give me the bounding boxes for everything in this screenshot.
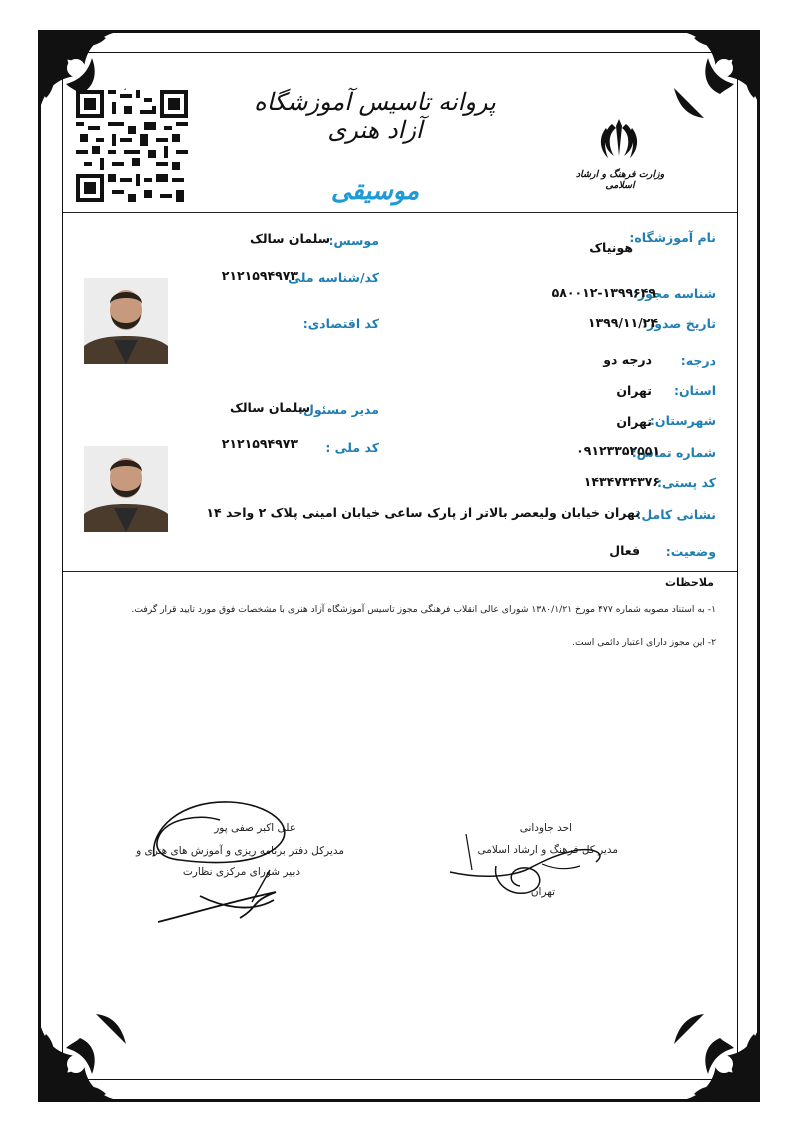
- right-signer-name: احد جاودانی: [519, 822, 572, 834]
- right-signature: [446, 826, 626, 906]
- founder-id-value: ۲۱۲۱۵۹۴۹۷۳: [221, 268, 298, 283]
- city-label: شهرستان:: [649, 413, 716, 428]
- school-name-value: هونیاک: [589, 240, 633, 255]
- manager-label: مدیر مسئول:: [297, 402, 379, 417]
- license-id-value: ۵۸۰۰۱۲-۱۳۹۹۶۴۹: [551, 285, 656, 300]
- founder-value: سلمان سالک: [250, 231, 330, 246]
- issue-date-label: تاریخ صدور:: [642, 316, 716, 331]
- school-name-label: نام آموزشگاه:: [629, 230, 716, 245]
- phone-value: ۰۹۱۲۳۳۵۲۵۵۱: [576, 443, 660, 458]
- header-divider: [63, 212, 737, 213]
- address-label: نشانی کامل:: [636, 507, 716, 522]
- manager-id-value: ۲۱۲۱۵۹۴۹۷۳: [221, 436, 298, 451]
- notes-divider: [63, 571, 737, 572]
- ministry-name: وزارت فرهنگ و ارشاد اسلامی: [575, 169, 665, 191]
- address-value: تهران خیابان ولیعصر بالاتر از پارک ساعی خیابان امینی پلاک ۲ واحد ۱۴: [206, 505, 640, 520]
- left-signer-title-1: مدیرکل دفتر برنامه ریزی و آموزش های هنری و: [136, 845, 344, 857]
- founder-label: موسس:: [328, 233, 379, 248]
- note-line-2: ۲- این مجوز دارای اعتبار دائمی است.: [572, 637, 716, 648]
- corner-ornament-top-right: [646, 28, 764, 146]
- manager-value: سلمان سالک: [230, 400, 310, 415]
- status-value: فعال: [609, 543, 640, 558]
- founder-photo: [84, 278, 168, 364]
- province-value: تهران: [616, 383, 652, 398]
- manager-id-label: کد ملی :: [325, 440, 379, 455]
- iran-emblem-icon: [596, 116, 642, 162]
- status-label: وضعیت:: [665, 544, 716, 559]
- city-value: تهران: [616, 414, 652, 429]
- grade-value: درجه دو: [603, 352, 652, 367]
- left-signer-title-2: دبیر شورای مرکزی نظارت: [182, 866, 300, 878]
- notes-title: ملاحظات: [665, 576, 714, 589]
- postal-code-value: ۱۴۳۴۷۳۴۳۷۶: [583, 474, 660, 489]
- left-signer-name: علی اکبر صفی پور: [214, 822, 296, 834]
- economic-code-label: کد اقتصادی:: [302, 316, 379, 331]
- page-title: پروانه تاسیس آموزشگاه آزاد هنری: [254, 88, 496, 144]
- qr-code: [76, 90, 188, 202]
- manager-photo: [84, 446, 168, 532]
- phone-label: شماره تماس:: [631, 445, 716, 460]
- grade-label: درجه:: [680, 353, 716, 368]
- province-label: استان:: [673, 383, 716, 398]
- field-of-art: موسیقی: [330, 176, 420, 205]
- issue-date-value: ۱۳۹۹/۱۱/۲۴: [587, 315, 658, 330]
- postal-code-label: کد پستی:: [656, 475, 716, 490]
- right-signer-title: مدیر کل فرهنگ و ارشاد اسلامی: [477, 844, 618, 856]
- right-signer-city: تهران: [530, 886, 555, 898]
- corner-ornament-bottom-right: [646, 986, 764, 1104]
- note-line-1: ۱- به استناد مصوبه شماره ۴۷۷ مورخ ۱۳۸۰/۱/۲۱ شورای عالی انقلاب فرهنگی مجوز تاسیس آموزشگاه آزاد هنری با مشخصات فوق مورد تایید قرار گرفت.: [131, 604, 716, 615]
- license-id-label: شناسه مجوز:: [632, 286, 716, 301]
- founder-id-label: کد/شناسه ملی: [288, 270, 379, 285]
- left-signature: [140, 790, 320, 940]
- corner-ornament-bottom-left: [36, 986, 154, 1104]
